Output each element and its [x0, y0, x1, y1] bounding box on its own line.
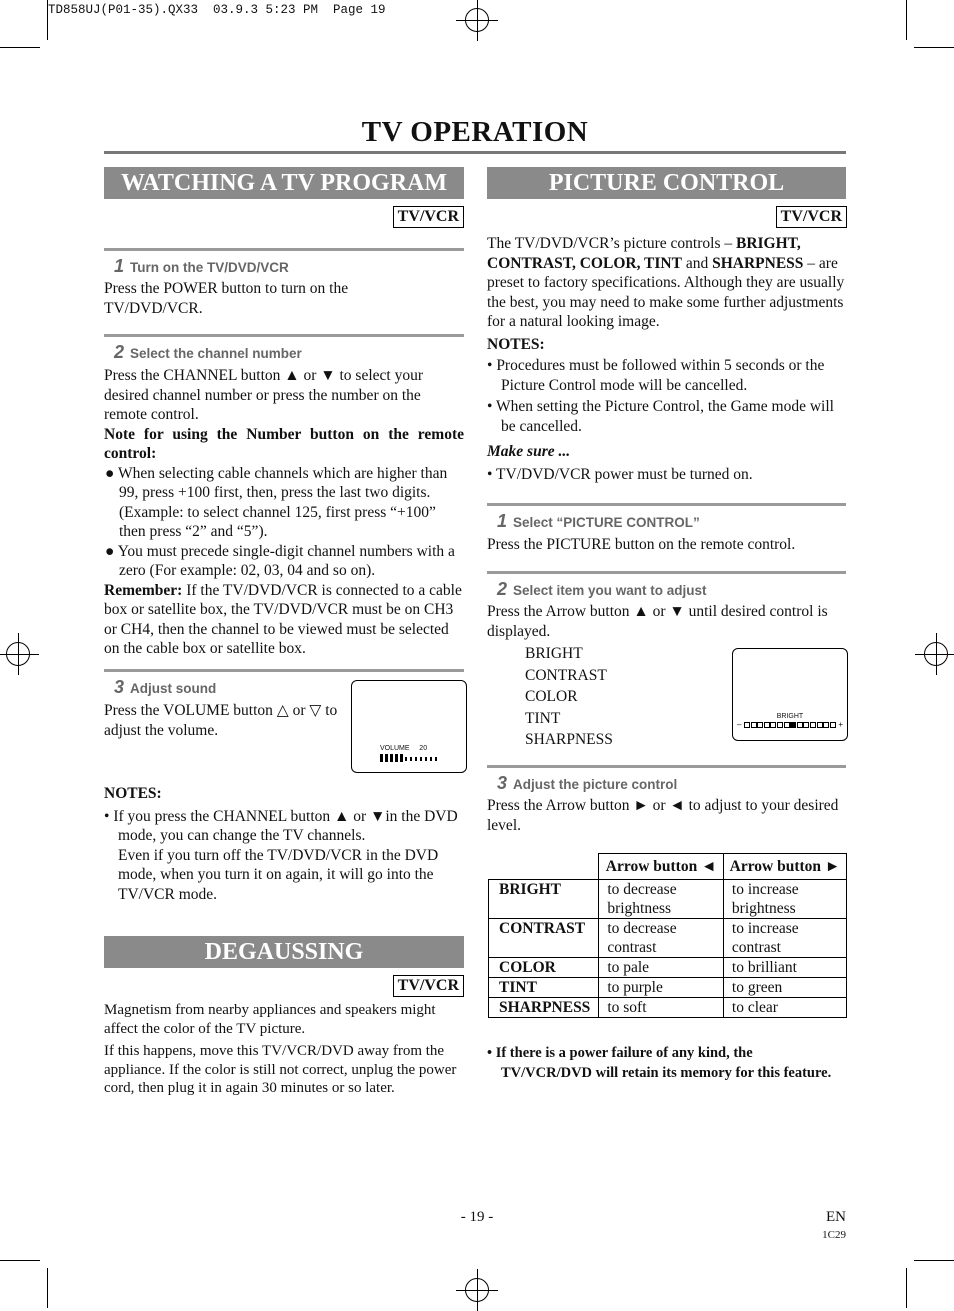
step-number: 1	[114, 256, 125, 276]
step-heading	[497, 511, 700, 532]
step-body	[104, 366, 464, 659]
list-item: SHARPNESS	[525, 731, 613, 748]
up-arrow-icon: ▲	[633, 603, 649, 620]
table-cell: TINT	[489, 978, 599, 998]
notes-heading: NOTES:	[104, 785, 162, 802]
osd-segment	[810, 722, 816, 728]
note-continuation: Even if you turn off the TV/DVD/VCR in the DVD mode, when you turn it on again, it will go into the TV/VCR mode.	[118, 846, 439, 903]
step-text: Press the POWER button to turn on the TV/DVD/VCR.	[104, 280, 349, 317]
step-divider	[487, 571, 846, 574]
text: until desired control is displayed.	[487, 603, 828, 640]
table-cell: to decrease contrast	[599, 919, 724, 958]
title-divider	[104, 151, 846, 154]
list-item: TINT	[525, 709, 561, 727]
text: or	[292, 702, 306, 719]
text: Press the CHANNEL button	[104, 367, 281, 384]
column-header: Arrow button ◄	[599, 854, 724, 880]
make-sure-heading: Make sure ...	[487, 443, 571, 460]
print-slug: TD858UJ(P01-35).QX33 03.9.3 5:23 PM Page 19	[48, 3, 386, 17]
notes-heading: NOTES:	[487, 335, 545, 353]
crop-mark	[47, 0, 48, 40]
crop-mark	[906, 1268, 907, 1308]
table-cell: to purple	[599, 978, 724, 998]
table-row	[489, 998, 847, 1018]
text: When setting the Picture Control, the Game mode will be cancelled.	[496, 398, 834, 435]
paragraph: If this happens, move this TV/VCR/DVD away from the appliance. If the color is still not correct, unplug the power cord, then plug it in again 30 minutes or so later.	[104, 1043, 457, 1096]
osd-segment	[764, 722, 770, 728]
table-cell: to brilliant	[723, 958, 846, 978]
osd-segment	[770, 722, 776, 728]
list-item	[104, 542, 464, 581]
text: SHARPNESS	[712, 254, 804, 272]
volume-segment	[430, 757, 432, 761]
section-banner-picture: PICTURE CONTROL	[487, 167, 846, 199]
volume-up-icon: △	[276, 702, 289, 719]
volume-segment	[400, 754, 403, 762]
bullet-icon: ●	[105, 542, 115, 560]
volume-segment	[380, 754, 383, 762]
page-title: TV OPERATION	[361, 116, 589, 148]
list-item: • If there is a power failure of any kind, the TV/VCR/DVD will retain its memory for this feature.	[487, 1045, 832, 1081]
text: Press the Arrow button	[487, 603, 630, 620]
registration-mark-icon	[465, 8, 489, 32]
list-item: • When setting the Picture Control, the Game mode will be cancelled.	[487, 398, 834, 435]
plus-icon: +	[838, 720, 843, 729]
step-heading	[114, 677, 216, 698]
text: BRIGHT, CONTRAST, COLOR, TINT	[487, 235, 801, 272]
table-cell: BRIGHT	[489, 880, 599, 919]
text: or	[652, 797, 666, 814]
crop-mark	[47, 1268, 48, 1308]
osd-segment	[803, 722, 809, 728]
paragraph: Magnetism from nearby appliances and speakers might affect the color of the TV picture.	[104, 1002, 436, 1037]
text: and	[681, 254, 713, 272]
table-cell: to green	[723, 978, 846, 998]
table-cell: to clear	[723, 998, 846, 1018]
volume-osd-screen	[351, 680, 467, 773]
volume-segment	[415, 757, 417, 761]
left-arrow-icon: ◄	[669, 797, 685, 814]
step-number: 1	[497, 511, 508, 531]
table-row	[489, 978, 847, 998]
up-arrow-icon: ▲	[334, 807, 350, 825]
text: If the TV/DVD/VCR is connected to a cable box or satellite box, the TV/DVD/VCR must be on CH3 or CH4, then the channel to be viewed must be selected on the cable box or satellite box.	[104, 581, 462, 657]
registration-mark-icon	[465, 1278, 489, 1302]
step-divider	[104, 334, 464, 337]
table-row	[489, 958, 847, 978]
volume-segment	[385, 754, 388, 762]
step-title: Adjust the picture control	[513, 777, 678, 792]
text: to adjust to your desired level.	[487, 797, 839, 834]
step-heading	[497, 773, 677, 794]
text: When selecting cable channels which are higher than 99, press +100 first, then, press the last two digits. (Example: to select channel 125, first press “+100” then press “2” and “5”).	[117, 464, 448, 540]
text: If you press the CHANNEL button	[113, 807, 331, 825]
text: or	[353, 807, 367, 825]
osd-segment	[784, 722, 790, 728]
step-heading	[497, 579, 707, 600]
step-title: Select “PICTURE CONTROL”	[513, 515, 700, 530]
column-header: Arrow button ►	[723, 854, 846, 880]
text: The TV/DVD/VCR’s picture controls –	[487, 235, 736, 252]
volume-label	[380, 745, 427, 752]
table-cell: to increase contrast	[723, 919, 846, 958]
osd-segment	[797, 722, 803, 728]
osd-level-bar	[737, 721, 843, 731]
volume-down-icon: ▽	[309, 702, 322, 719]
volume-segment	[425, 757, 427, 761]
table-cell: to increase brightness	[723, 880, 846, 919]
table-cell: to decrease brightness	[599, 880, 724, 919]
osd-segment	[751, 722, 757, 728]
volume-segment	[405, 757, 407, 761]
up-arrow-icon: ▲	[284, 367, 300, 384]
step-divider	[104, 669, 464, 672]
step-divider	[104, 248, 464, 251]
list-item: • TV/DVD/VCR power must be turned on.	[487, 465, 753, 483]
text: Press the VOLUME button	[104, 702, 273, 719]
step-divider	[487, 765, 846, 768]
down-arrow-icon: ▼	[320, 367, 336, 384]
table-cell: CONTRAST	[489, 919, 599, 958]
table-cell: SHARPNESS	[489, 998, 599, 1018]
crop-mark	[0, 47, 40, 48]
table-body	[489, 880, 847, 1018]
page-number: - 19 -	[460, 1209, 494, 1225]
volume-value: 20	[419, 745, 428, 752]
osd-segment	[790, 722, 796, 728]
section-banner-degaussing: DEGAUSSING	[104, 936, 464, 968]
volume-bar	[380, 754, 440, 762]
control-item-list	[525, 643, 705, 751]
crop-mark	[914, 47, 954, 48]
registration-mark-icon	[924, 642, 948, 666]
language-code: EN	[826, 1209, 846, 1225]
text: Remember:	[104, 581, 183, 599]
table-header-row	[489, 854, 847, 880]
step-number: 2	[497, 579, 508, 599]
step-heading	[114, 256, 289, 277]
note-heading: Note for using the Number button on the remote control:	[104, 425, 464, 462]
step-text: Press the PICTURE button on the remote control.	[487, 536, 796, 553]
section-banner-watching: WATCHING A TV PROGRAM	[104, 167, 464, 199]
picture-osd-screen	[732, 648, 848, 741]
document-code: 1C29	[822, 1229, 846, 1241]
bullet-icon: ●	[105, 464, 115, 482]
volume-segment	[420, 757, 422, 761]
list-item: • If you press the CHANNEL button ▲ or ▼in the DVD mode, you can change the TV channels.	[104, 807, 458, 844]
registration-mark-icon	[6, 642, 30, 666]
power-failure-note	[487, 1044, 842, 1083]
step-text	[104, 701, 344, 740]
text: Press the Arrow button	[487, 797, 630, 814]
osd-segment	[830, 722, 836, 728]
step-text	[487, 602, 846, 641]
mode-tag: TV/VCR	[393, 206, 464, 228]
table-row	[489, 880, 847, 919]
step-title: Adjust sound	[130, 681, 217, 696]
down-arrow-icon: ▼	[370, 807, 386, 825]
step-number: 2	[114, 342, 125, 362]
osd-segment	[823, 722, 829, 728]
text: in the DVD mode, you can change the TV channels.	[118, 807, 458, 844]
remember-paragraph	[104, 581, 464, 659]
osd-segment	[744, 722, 750, 728]
text: You must precede single-digit channel numbers with a zero (For example: 02, 03, 04 and so on).	[117, 542, 455, 579]
osd-segment	[757, 722, 763, 728]
table-cell: COLOR	[489, 958, 599, 978]
text: to adjust the volume.	[104, 702, 338, 739]
table-cell: to pale	[599, 958, 724, 978]
crop-mark	[906, 0, 907, 40]
volume-segment	[395, 754, 398, 762]
intro-paragraph	[487, 234, 846, 332]
picture-control-table	[488, 853, 847, 1018]
crop-mark	[914, 1260, 954, 1261]
volume-segment	[410, 757, 412, 761]
text: or	[303, 367, 317, 384]
osd-segments	[744, 722, 836, 728]
step-title: Select item you want to adjust	[513, 583, 707, 598]
table-corner	[489, 854, 599, 880]
intro-block	[487, 234, 846, 484]
table-row	[489, 919, 847, 958]
list-item: COLOR	[525, 688, 578, 705]
list-item	[104, 464, 464, 542]
osd-label: BRIGHT	[776, 713, 804, 720]
text: If there is a power failure of any kind, the TV/VCR/DVD will retain its memory for this feature.	[495, 1045, 832, 1081]
volume-segment	[435, 757, 437, 761]
volume-segment	[390, 754, 393, 762]
list-item: CONTRAST	[525, 666, 607, 684]
step-number: 3	[114, 677, 125, 697]
down-arrow-icon: ▼	[669, 603, 685, 620]
step-number: 3	[497, 773, 508, 793]
text: VOLUME	[380, 745, 410, 752]
text: – are preset to factory specifications. Although they are usually the best, you may need to make some further adjustments for a natural looking image.	[487, 254, 845, 330]
osd-segment	[777, 722, 783, 728]
crop-mark	[0, 1260, 40, 1261]
text: or	[652, 603, 666, 620]
osd-segment	[817, 722, 823, 728]
degaussing-text	[104, 1001, 464, 1098]
table-cell: to soft	[599, 998, 724, 1018]
mode-tag: TV/VCR	[776, 206, 847, 228]
minus-icon: –	[737, 720, 742, 729]
list-item: • Procedures must be followed within 5 seconds or the Picture Control mode will be cancelled.	[487, 357, 825, 394]
text: to select your desired channel number or press the number on the remote control.	[104, 367, 423, 423]
step-title: Turn on the TV/DVD/VCR	[130, 260, 289, 275]
step-title: Select the channel number	[130, 346, 302, 361]
notes-block	[104, 784, 464, 904]
mode-tag: TV/VCR	[393, 975, 464, 997]
list-item: BRIGHT	[525, 645, 583, 662]
text: Procedures must be followed within 5 seconds or the Picture Control mode will be cancelled.	[496, 357, 825, 394]
step-text	[487, 796, 846, 835]
step-heading	[114, 342, 302, 363]
right-arrow-icon: ►	[633, 797, 649, 814]
step-divider	[487, 503, 846, 506]
text: TV/DVD/VCR power must be turned on.	[496, 465, 753, 483]
